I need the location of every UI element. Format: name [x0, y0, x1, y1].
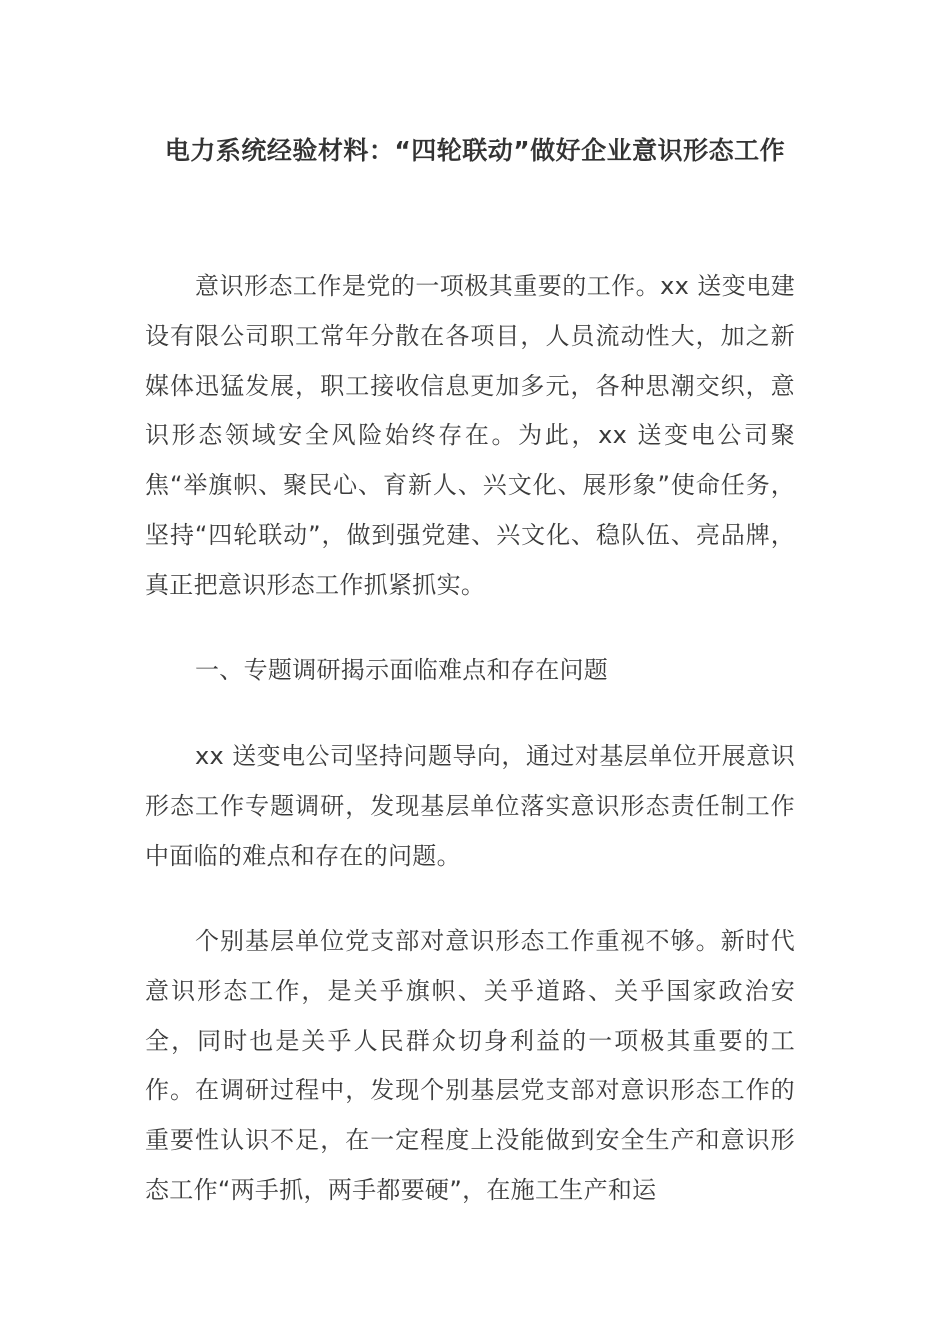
body-paragraph: xx 送变电公司坚持问题导向，通过对基层单位开展意识形态工作专题调研，发现基层单位落实意识形态责任制工作中面临的难点和存在的问题。: [145, 742, 795, 870]
document-title: 电力系统经验材料：“四轮联动”做好企业意识形态工作: [164, 136, 786, 165]
section-heading: 一、专题调研揭示面临难点和存在问题: [195, 656, 609, 684]
intro-paragraph: 意识形态工作是党的一项极其重要的工作。xx 送变电建设有限公司职工常年分散在各项目，人员流动性大，加之新媒体迅猛发展，职工接收信息更加多元，各种思潮交织，意识形态领域安全风险始终存在。为此，xx 送变电公司聚焦“举旗帜、聚民心、育新人、兴文化、展形象”使命任务，坚持“四轮联动”，做到强党建、兴文化、稳队伍、亮品牌，真正把意识形态工作抓紧抓实。: [145, 272, 795, 599]
body-paragraph: 个别基层单位党支部对意识形态工作重视不够。新时代意识形态工作，是关乎旗帜、关乎道路、关乎国家政治安全，同时也是关乎人民群众切身利益的一项极其重要的工作。在调研过程中，发现个别基层党支部对意识形态工作的重要性认识不足，在一定程度上没能做到安全生产和意识形态工作“两手抓，两手都要硬”，在施工生产和运: [145, 927, 795, 1204]
